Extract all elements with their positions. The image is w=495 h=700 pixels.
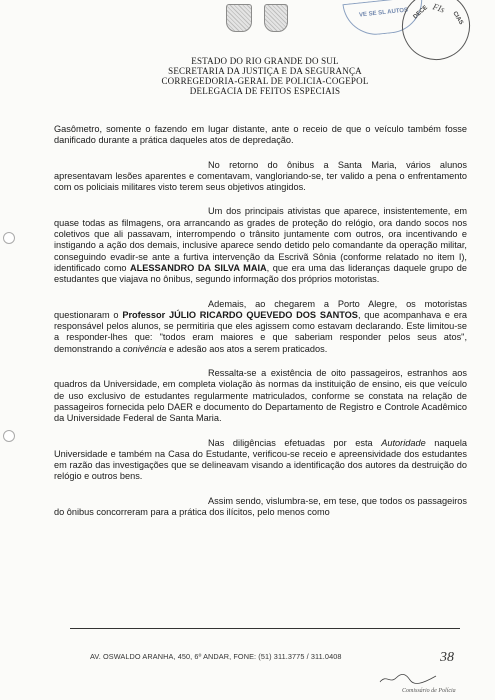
footer-address: AV. OSWALDO ARANHA, 450, 6º ANDAR, FONE: (51) 311.3775 / 311.0408 [90,652,342,661]
state-crest-icon [226,4,252,32]
stamp-b-left-text: DECE [412,4,429,21]
letterhead-line-2: SECRETARIA DA JUSTIÇA E DA SEGURANÇA [168,66,362,76]
paragraph-3 [54,206,467,285]
paragraph-7: Assim sendo, vislumbra-se, em tese, que todos os passageiros do ônibus concorreram para a prática dos ilícitos, pelo menos como [54,495,467,518]
paragraph-6-text-b: naquela Universidade e também na Casa do Estudante, verificou-se receio e apreensividade dos estudantes em razão das investigações que se delineavam visando a identificação dos autores da destruição do relógio e outros bens. [54,437,467,482]
letterhead-line-3: CORREGEDORIA-GERAL DE POLICIA-COGEPOL [161,76,369,86]
suspect-name: ALESSANDRO DA SILVA MAIA [130,262,267,273]
paragraph-6-italic: Autoridade [381,437,426,448]
paragraph-4-text-a: Ademais, ao chegarem a Porto Alegre, os motoristas questionaram o [54,298,467,320]
stamp-b-fls-text: FIs [431,1,446,15]
letterhead [120,56,410,96]
paragraph-4-text-b: , que acompanhava e era responsável pelos alunos, se permitiria que eles agissem como estavam declarando. Este limitou-se a responder-lhes que: "todos eram maiores e que saberiam responder pelos seus atos", demonstrando a [54,309,467,354]
paragraph-6-text-a: Nas diligências efetuadas por esta [208,437,382,448]
paragraph-2: No retorno do ônibus a Santa Maria, vários alunos apresentavam lesões aparentes e comentavam, vangloriando-se, ter valido a pena o enfrentamento com os policiais militares visto terem seus objetivos atingidos. [54,159,467,193]
stamp-a-text: VE SE SL AUTOS [358,7,409,19]
letterhead-line-1: ESTADO DO RIO GRANDE DO SUL [191,56,339,66]
letterhead-line-4: DELEGACIA DE FEITOS ESPECIAIS [189,86,341,96]
signature-scribble-icon [378,672,438,686]
signature-stamp [378,672,468,696]
paragraph-6 [54,438,467,483]
paragraph-1: Gasômetro, somente o fazendo em lugar distante, ante o receio de que o veículo também fosse danificado durante a prática daqueles atos de depredação. [54,124,467,146]
punch-hole [3,232,15,244]
paragraph-3-text-a: Um dos principais ativistas que aparece, insistentemente, em quase todas as filmagens, ora arrancando as grades de proteção do relógio, ora dando socos nos coletivos que ali passavam, interrompendo o trânsito juntamente com outros, ora incentivando e instigando a ação dos demais, inclusive aparece sendo detido pelo comandante da operação militar, conseguindo evadir-se ante a furtiva intervenção da Escrivã Sônia (conforme relatado no item I), identificado como [54,206,467,273]
footer-divider [70,628,460,629]
document-body [54,124,467,531]
professor-name: Professor JÚLIO RICARDO QUEVEDO DOS SANTOS [122,309,358,320]
punch-hole [3,430,15,442]
stamp-b-right-text: CIAS [451,10,464,26]
paragraph-5: Ressalta-se a existência de oito passageiros, estranhos aos quadros da Universidade, em completa violação às normas da instituição de ensino, eis que veículo de uso exclusivo de estudantes regularmente matriculados, conforme se constata na relação de passageiros fornecida pelo DAER e documento do Departamento de Registro e Controle Acadêmico da Universidade Federal de Santa Maria. [54,368,467,424]
paragraph-4-italic: conivência [122,343,167,354]
paragraph-4-text-c: e adesão aos atos a serem praticados. [166,343,328,354]
police-crest-icon [264,4,288,32]
signature-caption: Comissário de Polícia [402,688,456,694]
paragraph-3-text-b: , que era uma das lideranças daquele grupo de estudantes que viajava no ônibus, segundo informação dos próprios motoristas. [54,262,467,285]
paragraph-4 [54,299,467,355]
page-number: 38 [440,650,454,665]
